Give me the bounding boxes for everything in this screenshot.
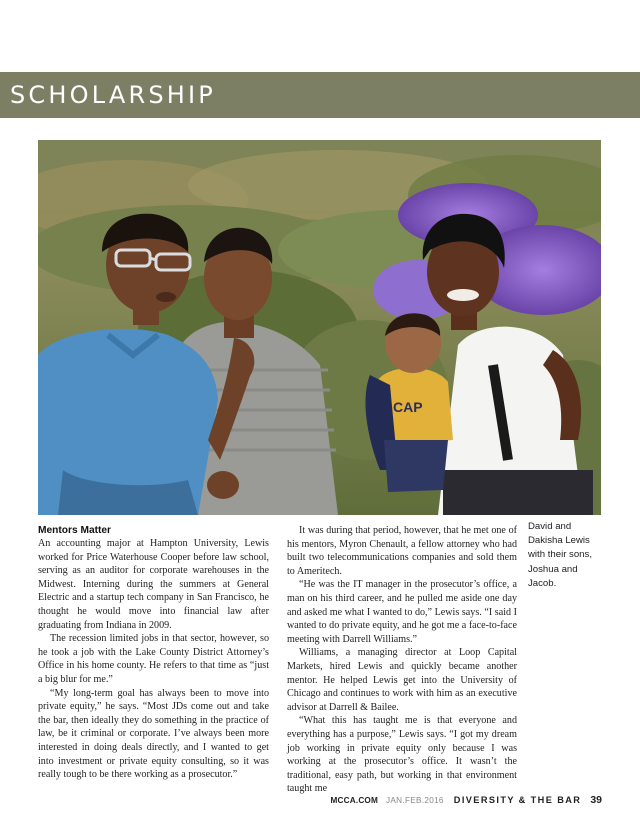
- section-banner: [0, 72, 640, 118]
- paragraph: “My long-term goal has always been to move into private equity,” he says. “Most JDs come out and take the bar, then ideally they do something in the practice of law, be it criminal or corporate. I’ve always been more interested in doing deals directly, and I wanted to get into investment or private equity consulting, so it was really tough to be there working as a prosecutor.”: [38, 687, 269, 781]
- paragraph: It was during that period, however, that he met one of his mentors, Myron Chenault, a fellow attorney who had built two telecommunications companies and sold them to Ameritech.: [287, 525, 517, 577]
- paragraph: “What this has taught me is that everyone and everything has a purpose,” Lewis says. “I got my dream job working in private equity only because I was working at the prosecutor’s office. It wasn’t the traditional, easy path, but working in that environment taught me: [287, 715, 517, 795]
- caption-line: Jacob.: [528, 577, 557, 589]
- paragraph: The recession limited jobs in that sector, however, so he took a job with the Lake County District Attorney’s Office in his home county. He refers to that time as “just a big blur for me.”: [38, 633, 269, 685]
- page-footer: [330, 794, 602, 808]
- section-title: SCHOLARSHIP: [10, 81, 216, 109]
- paragraph: An accounting major at Hampton University, Lewis worked for Price Waterhouse Cooper before law school, serving as an auditor for corporate warehouses in the Midwest. Interning during the summers at General Electric and a startup tech company in San Francisco, he thought he would move into financial law after graduating from Indiana in 2009.: [38, 538, 269, 631]
- article-column-1: [38, 524, 269, 782]
- caption-line: David and: [528, 521, 572, 532]
- paragraph: Williams, a managing director at Loop Capital Markets, hired Lewis and quickly became another mentor. He helped Lewis get into the University of Chicago and continues to work with him as an executive advisor at Darrell & Bailee.: [287, 647, 517, 713]
- article-column-2: [287, 524, 517, 796]
- page-number: 39: [590, 794, 602, 806]
- paragraph: “He was the IT manager in the prosecutor’s office, a man on his third career, and he pulled me aside one day and asked me what I wanted to do,” Lewis says. “I said I wanted to do private equity, and he got me a face-to-face meeting with Darrell Williams.”: [287, 579, 517, 645]
- caption-line: Dakisha Lewis: [528, 535, 590, 547]
- footer-publication: DIVERSITY & THE BAR: [453, 795, 582, 805]
- caption-line: Joshua and: [528, 563, 578, 575]
- photo-caption: [528, 520, 606, 591]
- family-photo: [38, 140, 601, 515]
- footer-site: MCCA.COM: [330, 796, 379, 805]
- section-heading: Mentors Matter: [38, 525, 112, 536]
- footer-date: JAN.FEB.2016: [386, 796, 444, 805]
- svg-text:CAP: CAP: [393, 399, 423, 415]
- caption-line: with their sons,: [528, 549, 592, 561]
- boy-hand: [207, 471, 239, 499]
